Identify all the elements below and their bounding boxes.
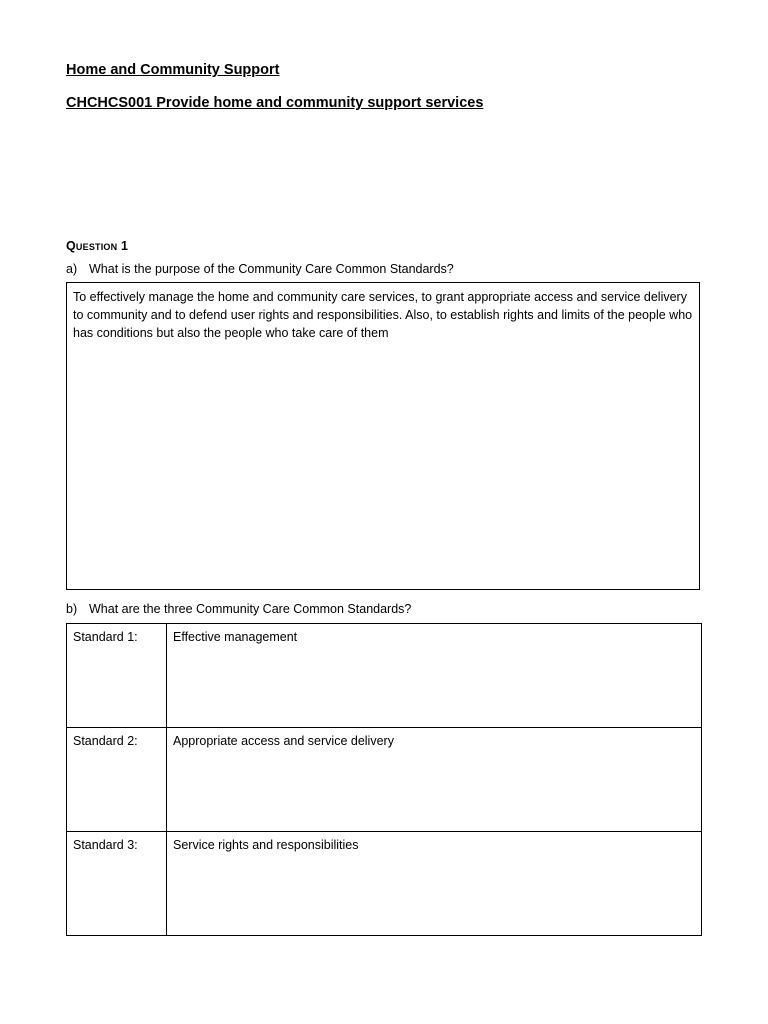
standard-2-label: Standard 2: <box>67 728 167 832</box>
standard-1-value[interactable]: Effective management <box>167 624 702 728</box>
question-a-text: What is the purpose of the Community Care Common Standards? <box>89 262 454 276</box>
standard-1-label: Standard 1: <box>67 624 167 728</box>
question-b-text: What are the three Community Care Common Standards? <box>89 602 412 616</box>
standard-2-value[interactable]: Appropriate access and service delivery <box>167 728 702 832</box>
standard-3-value[interactable]: Service rights and responsibilities <box>167 832 702 936</box>
question-heading: Question 1 <box>66 239 129 253</box>
question-b-letter: b) <box>66 602 78 616</box>
question-b <box>66 602 411 616</box>
unit-title: CHCHCS001 Provide home and community support services <box>66 95 484 111</box>
question-a-letter: a) <box>66 262 78 276</box>
table-row <box>67 832 702 936</box>
answer-box-a[interactable] <box>66 282 700 590</box>
standard-3-label: Standard 3: <box>67 832 167 936</box>
table-row <box>67 728 702 832</box>
answer-a-text: To effectively manage the home and community care services, to grant appropriate access and service delivery to community and to defend user rights and responsibilities. Also, to establish rights and limits of the people who has conditions but also the people who take care of them <box>73 290 693 340</box>
document-title: Home and Community Support <box>66 62 280 78</box>
question-a <box>66 262 454 276</box>
standards-table <box>66 623 702 936</box>
table-row <box>67 624 702 728</box>
